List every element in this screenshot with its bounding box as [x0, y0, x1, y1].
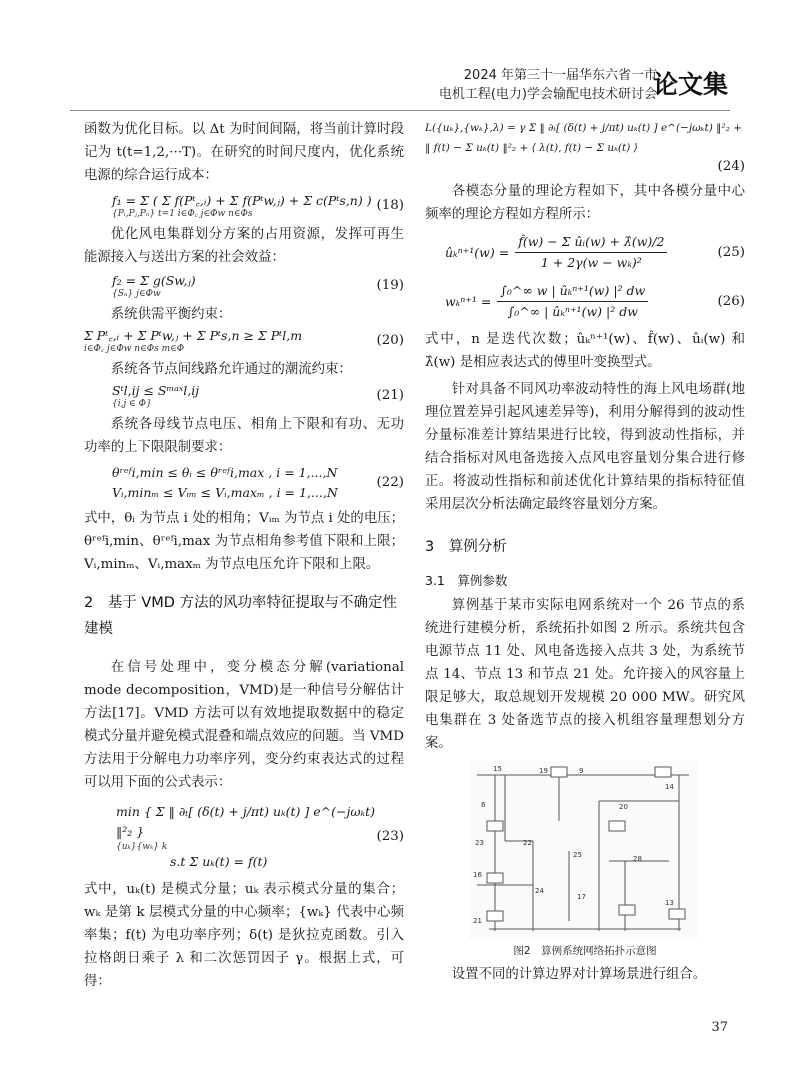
- header-title-line2: 电机工程(电力)学会输配电技术研讨会: [438, 87, 657, 102]
- eq26-lhs: wₖⁿ⁺¹ =: [445, 293, 492, 309]
- eq25-fraction: [515, 234, 667, 271]
- eq23-line2: s.t Σ uₖ(t) = f(t): [170, 854, 268, 869]
- equation-20: [84, 328, 404, 354]
- section-title: 2 基于 VMD 方法的风功率特征提取与不确定性建模: [84, 595, 398, 637]
- node-label: 22: [523, 839, 532, 847]
- header-rule: [70, 110, 730, 111]
- paragraph: 式中，θᵢ 为节点 i 处的相角；Vᵢₘ 为节点 i 处的电压；θʳᵉᶠi,min、θʳᵉᶠi,max 为节点相角参考值下限和上限；Vᵢ,minₘ、Vᵢ,maxₘ 为节点电压允许下限和上限。: [84, 511, 404, 572]
- node-label: 9: [579, 767, 584, 775]
- subsection-title: 3.1 算例参数: [425, 573, 508, 588]
- eq18-subscripts: {Pᵢ,Pⱼ,Pₙ} t=1 i∈Φ꜀ j∈Φw n∈Φs: [112, 209, 253, 219]
- eq19-formula: f₂ = Σ g(Sw,ⱼ): [112, 273, 196, 288]
- eq23-number: (23): [376, 829, 404, 844]
- paragraph: 设置不同的计算边界对计算场景进行组合。: [451, 967, 707, 982]
- page-header: [0, 0, 800, 110]
- equation-22: [84, 463, 404, 503]
- node-label: 23: [475, 839, 484, 847]
- eq25-number: (25): [717, 244, 745, 260]
- node-label: 13: [665, 899, 674, 907]
- equation-21: [84, 383, 404, 409]
- figure-caption: 图2 算例系统网络拓扑示意图: [513, 945, 657, 957]
- node-label: 19: [539, 767, 548, 775]
- generator-box: [551, 767, 567, 777]
- eq23-line1: min { Σ ‖ ∂ₜ[ (δ(t) + j/πt) uₖ(t) ] e^(−jωₖt) ‖²₂ }: [116, 804, 375, 839]
- node-label: 6: [481, 801, 486, 809]
- paragraph: 针对具备不同风功率波动特性的海上风电场群(地理位置差异引起风速差异等)，利用分解得到的波动性分量标准差计算结果进行比较，得到波动性指标，并结合指标对风电备选接入点风电容量划分集合进行修正。将波动性指标和前述优化计算结果的指标特征值采用层次分析法确定最终容量划分方案。: [425, 382, 745, 512]
- node-label: 24: [535, 887, 544, 895]
- node-label: 16: [473, 871, 482, 879]
- eq19-number: (19): [376, 278, 404, 293]
- generator-box: [619, 905, 635, 915]
- equation-19: [84, 273, 404, 299]
- node-label: 17: [577, 893, 586, 901]
- eq22-line1: θʳᵉᶠi,min ≤ θᵢ ≤ θʳᵉᶠi,max , i = 1,...,N: [112, 465, 338, 480]
- eq26-numerator: ∫₀^∞ w | ûₖⁿ⁺¹(w) |² dw: [497, 283, 648, 302]
- eq26-denominator: ∫₀^∞ | ûₖⁿ⁺¹(w) |² dw: [507, 304, 638, 319]
- paragraph: 函数为优化目标。以 Δt 为时间间隔，将当前计算时段记为 t(t=1,2,···T)。在研究的时间尺度内，优化系统电源的综合运行成本：: [84, 122, 404, 183]
- generator-box: [655, 767, 671, 777]
- eq23-subscripts: {uₖ}{wₖ} k: [116, 842, 168, 852]
- equation-23: [84, 802, 404, 872]
- generator-box: [487, 821, 503, 831]
- eq24-line1: L({uₖ},{wₖ},λ) = γ Σ ‖ ∂ₜ[ (δ(t) + j/πt) uₖ(t) ] e^(−jωₖt) ‖²₂ +: [425, 122, 742, 134]
- eq25-numerator: f̂(w) − Σ ûᵢ(w) + λ̂(w)/2: [515, 234, 667, 253]
- equation-26: [425, 283, 745, 320]
- eq21-formula: Sᵗl,ij ≤ Sᵐᵃˣl,ij: [112, 383, 200, 398]
- page-number: 37: [711, 1020, 728, 1035]
- generator-box: [609, 821, 625, 831]
- paragraph: 优化风电集群划分方案的占用资源，发挥可再生能源接入与送出方案的社会效益：: [84, 227, 404, 265]
- eq22-number: (22): [376, 475, 404, 490]
- section-title: 3 算例分析: [425, 539, 507, 555]
- header-title-line1: 2024 年第三十一届华东六省一市: [463, 68, 657, 83]
- eq18-number: (18): [376, 198, 404, 213]
- eq20-formula: Σ Pᵗ꜀,ᵢ + Σ Pᵗw,ⱼ + Σ Pᵗs,n ≥ Σ Pᵗl,m: [84, 328, 303, 343]
- paragraph: 各模态分量的理论方程如下，其中各模分量中心频率的理论方程如方程所示：: [425, 184, 745, 222]
- network-topology-figure: [469, 761, 697, 939]
- equation-24: [425, 118, 745, 158]
- eq20-number: (20): [376, 333, 404, 348]
- eq19-subscripts: {Sₙ} j∈Φw: [112, 289, 161, 299]
- eq24-number: (24): [717, 159, 745, 174]
- paragraph: 在信号处理中，变分模态分解(variational mode decomposition，VMD)是一种信号分解估计方法[17]。VMD 方法可以有效地提取数据中的稳定模式分量并避免模式混叠和端点效应的问题。当 VMD 方法用于分解电力功率序列，变分约束表达式的过程可以用下面的公式表示：: [84, 660, 404, 790]
- paragraph: 算例基于某市实际电网系统对一个 26 节点的系统进行建模分析，系统拓扑如图 2 所示。系统共包含电源节点 11 处、风电备选接入点共 3 处，为系统节点 14、节点 13 和节点 21 处。允许接入的风容量上限足够大，取总规划开发规模 20 000 MW。研究风电集群在 3 处备选节点的接入机组容量理想划分方案。: [425, 598, 745, 751]
- generator-box: [669, 909, 685, 919]
- eq18-formula: f₁ = Σ ( Σ f(Pᵗ꜀,ᵢ) + Σ f(Pᵗw,ⱼ) + Σ c(Pᵗs,n) ): [112, 193, 372, 208]
- right-column: [425, 118, 745, 986]
- header-big-label: 论文集: [652, 70, 728, 99]
- paragraph: 系统各节点间线路允许通过的潮流约束：: [110, 362, 352, 377]
- eq24-line2: ‖ f(t) − Σ uₖ(t) ‖²₂ + ⟨ λ(t), f(t) − Σ uₖ(t) ⟩: [425, 142, 638, 154]
- paragraph: 式中，uₖ(t) 是模式分量；uₖ 表示模式分量的集合；wₖ 是第 k 层模式分量的中心频率；{wₖ} 代表中心频率集；f(t) 为电功率序列；δ(t) 是狄拉克函数。引入拉格朗日乘子 λ 和二次惩罚因子 γ。根据上式，可得：: [84, 882, 404, 989]
- eq25-lhs: ûₖⁿ⁺¹(w) =: [445, 244, 510, 260]
- node-label: 25: [573, 851, 582, 859]
- equation-18: [84, 193, 404, 219]
- paragraph: 式中，n 是迭代次数；ûₖⁿ⁺¹(w)、f̂(w)、ûᵢ(w) 和 λ̂(w) 是相应表达式的傅里叶变换型式。: [425, 332, 745, 370]
- node-label: 15: [493, 765, 502, 773]
- left-column: [84, 118, 404, 993]
- network-topology-diagram: [469, 761, 697, 939]
- generator-box: [487, 911, 503, 921]
- paragraph: 系统供需平衡约束：: [110, 307, 232, 322]
- paragraph: 系统各母线节点电压、相角上下限和有功、无功功率的上下限限制要求：: [84, 417, 404, 455]
- eq20-subscripts: i∈Φ꜀ j∈Φw n∈Φs m∈Φ: [84, 344, 185, 354]
- eq21-number: (21): [376, 388, 404, 403]
- eq22-line2: Vᵢ,minₘ ≤ Vᵢₘ ≤ Vᵢ,maxₘ , i = 1,...,N: [112, 485, 338, 500]
- node-label: 21: [473, 917, 482, 925]
- equation-25: [425, 234, 745, 271]
- eq26-number: (26): [717, 293, 745, 309]
- node-label: 14: [665, 783, 674, 791]
- eq25-denominator: 1 + 2γ(w − wₖ)²: [540, 255, 642, 270]
- generator-box: [487, 873, 503, 883]
- eq21-subscripts: {i,j ∈ Φ}: [112, 399, 152, 409]
- node-label: 28: [633, 855, 642, 863]
- eq26-fraction: [497, 283, 648, 320]
- header-title: [439, 66, 657, 104]
- node-label: 20: [619, 803, 628, 811]
